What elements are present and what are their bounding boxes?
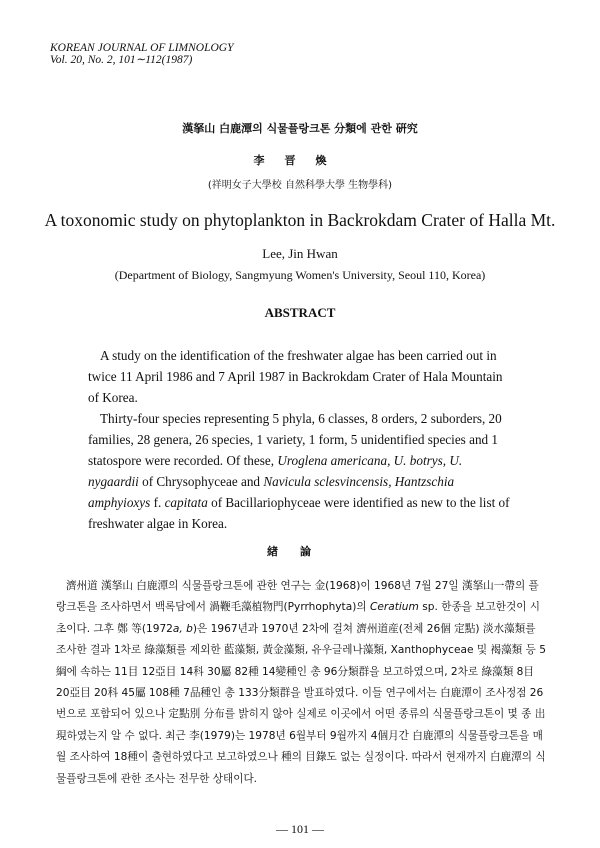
abstract-text: of Chrysophyceae and: [138, 474, 264, 489]
english-title: A toxonomic study on phytoplankton in Backrokdam Crater of Halla Mt.: [44, 210, 556, 230]
introduction-heading: 緖論: [267, 545, 333, 558]
genus-name: Ceratium: [369, 601, 419, 614]
abstract-body: [88, 345, 512, 534]
intro-text: sp. 한종을 보고한것이 시초이다. 그후 鄭 等(1972: [56, 601, 541, 635]
species-name: Navicula sclesvincensis, Hantzschia amphyioxys: [88, 474, 455, 510]
species-name: capitata: [164, 495, 208, 510]
abstract-text: Thirty-four species representing 5 phyla, 6 classes, 8 orders, 2 suborders, 20 families, 28 genera, 26 species, 1 variety, 1 form, 5 unidentified species and 1 statospore were recorded. Of these,: [88, 411, 502, 468]
abstract-text: of Bacillariophyceae were identified as new to the list of freshwater algae in Korea.: [88, 495, 510, 531]
korean-affiliation: (祥明女子大學校 自然科學大學 生物學科): [207, 180, 393, 191]
page-number: — 101 —: [276, 822, 324, 836]
introduction-body: [56, 576, 546, 790]
journal-volume: Vol. 20, No. 2, 101∼112(1987): [50, 54, 193, 66]
abstract-paragraph-2: [88, 408, 512, 534]
abstract-paragraph-1: A study on the identification of the freshwater algae has been carried out in twice 11 April 1986 and 7 April 1987 in Backrokdam Crater of Hala Mountain of Korea.: [88, 348, 503, 405]
english-affiliation: (Department of Biology, Sangmyung Women's University, Seoul 110, Korea): [114, 268, 486, 282]
introduction-paragraph: [56, 576, 546, 790]
intro-text: )은 1967년과 1970년 2차에 걸쳐 濟州道産(전체 26個 定點) 淡水藻類를 조사한 결과 1차로 綠藻類를 제외한 藍藻類, 黃金藻類, 유우글레나藻類, Xanthophyceae 및 褐藻類 등 5綱에 속하는 11目 12亞目 14科 30屬 82種 14變種인 총 96分類群을 보고하였으며, 2차로 綠藻類 8目 20亞目 20科 45屬 108種 7品種인 총 133分類群을 발표하였다. 이들 연구에서는 白鹿潭이 조사정점 26번으로 포함되어 있으나 定點別 分布를 밝히지 않아 실제로 이곳에서 어떤 종류의 식물플랑크톤이 몇 종 出現하였는지 알 수 없다. 최근 李(1979)는 1978년 6월부터 9월까지 4個月간 白鹿潭의 식물플랑크톤을 매월 조사하여 18種이 출현하였다고 보고하였으나 種의 目錄도 없는 실정이다. 따라서 현재까지 白鹿潭의 식물플랑크톤에 관한 조사는 전무한 상태이다.: [56, 622, 546, 785]
intro-text: 濟州道 漢拏山 白鹿潭의 식물플랑크톤에 관한 연구는 金(1968)이 1968년 7월 27일 漢拏山一帶의 플랑크톤을 조사하면서 백록담에서 渦鞭毛藻植物門(Pyrrhophyta)의: [56, 580, 539, 614]
journal-header: [50, 42, 233, 66]
abstract-heading: ABSTRACT: [264, 305, 336, 320]
citation-letters: a, b: [172, 622, 193, 635]
korean-title: 漢拏山 白鹿潭의 식물플랑크톤 分類에 관한 硏究: [182, 122, 418, 135]
journal-name: KOREAN JOURNAL OF LIMNOLOGY: [50, 42, 234, 54]
korean-author: 李晋煥: [253, 154, 347, 167]
abstract-text: f.: [150, 495, 165, 510]
english-author: Lee, Jin Hwan: [262, 246, 338, 261]
species-name: Uroglena americana, U. botrys, U. nygaardii: [88, 453, 463, 489]
